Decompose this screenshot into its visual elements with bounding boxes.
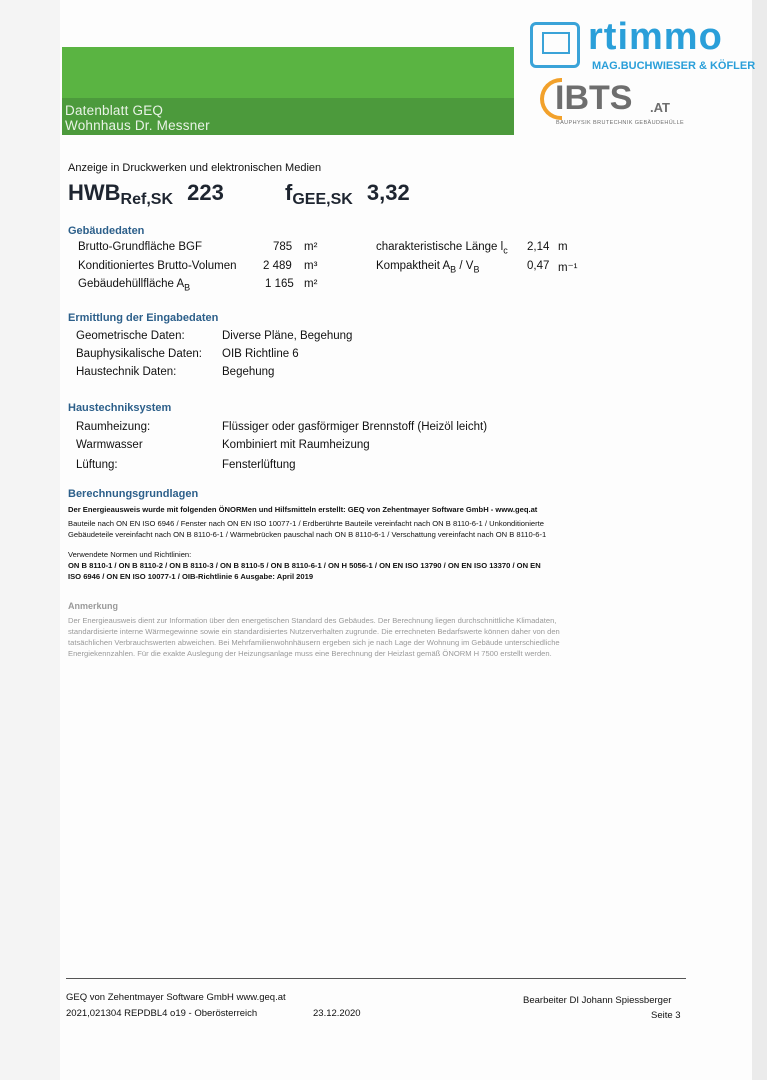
bgf-value: 785 xyxy=(273,241,293,253)
compactness-label: Kompaktheit $A_B / V_B$ xyxy=(376,260,480,275)
haust-label: Haustechnik Daten: xyxy=(76,366,177,378)
hwb-label: HWB xyxy=(68,180,121,205)
hwb-indicator xyxy=(68,180,224,209)
volume-value: 2 489 xyxy=(263,260,292,272)
section-title-eingabedaten: Ermittlung der Eingabedaten xyxy=(68,312,219,324)
volume-unit: m³ xyxy=(304,260,318,272)
display-intro: Anzeige in Druckwerken und elektronischen Medien xyxy=(68,162,322,174)
compactness-value: 0,47 xyxy=(527,260,550,272)
volume-label: Konditioniertes Brutto-Volumen xyxy=(78,260,237,272)
normen-title: Verwendete Normen und Richtlinien: xyxy=(68,550,192,559)
heating-label: Raumheizung: xyxy=(76,421,151,433)
compactness-unit: m⁻¹ xyxy=(558,262,578,274)
ibts-logo-text: IBTS xyxy=(555,79,633,117)
geom-label: Geometrische Daten: xyxy=(76,330,185,342)
ibts-logo-tld: .AT xyxy=(650,100,670,115)
fgee-indicator xyxy=(285,180,410,209)
bgf-unit: m² xyxy=(304,241,318,253)
fgee-value: 3,32 xyxy=(366,180,410,205)
normen-line2: ISO 6946 / ON EN ISO 10077-1 / OIB-Richtlinie 6 Ausgabe: April 2019 xyxy=(68,572,314,581)
berechnung-line3: Gebäudeteile vereinfacht nach ON B 8110-6-1 / Wärmebrücken pauschal nach ON B 8110-6-1 / Verschattung vereinfacht nach ON B 8110-6-1 xyxy=(68,530,547,539)
scan-right-margin xyxy=(752,0,767,1080)
rt-logo-icon xyxy=(530,22,580,68)
footer-date: 23.12.2020 xyxy=(313,1008,361,1019)
bgf-label: Brutto-Grundfläche BGF xyxy=(78,241,202,253)
hwb-value: 223 xyxy=(187,180,224,205)
section-title-gebaeudedaten: Gebäudedaten xyxy=(68,225,145,237)
bauph-value: OIB Richtline 6 xyxy=(222,348,299,360)
header-subtitle: Wohnhaus Dr. Messner xyxy=(65,118,210,133)
hotwater-value: Kombiniert mit Raumheizung xyxy=(222,439,370,451)
anmerkung-title: Anmerkung xyxy=(68,601,119,611)
footer-version: 2021,021304 REPDBL4 o19 - Oberösterreich xyxy=(66,1008,258,1019)
footer-divider xyxy=(66,978,686,979)
ventilation-label: Lüftung: xyxy=(76,459,118,471)
normen-line1: ON B 8110-1 / ON B 8110-2 / ON B 8110-3 / ON B 8110-5 / ON B 8110-6-1 / ON H 5056-1 / ON EN ISO 13790 / ON EN ISO 13370 / ON EN xyxy=(68,561,541,570)
scan-left-margin xyxy=(0,0,60,1080)
envelope-label: Gebäudehüllfläche $A_B$ xyxy=(78,278,191,293)
hotwater-label: Warmwasser xyxy=(76,439,143,451)
anmerkung-line1: Der Energieausweis dient zur Information über den energetischen Standard des Gebäudes. Der Berechnung liegen durchschnittliche Klimadaten, xyxy=(68,616,557,625)
char-length-value: 2,14 xyxy=(527,241,550,253)
envelope-value: 1 165 xyxy=(265,278,294,290)
anmerkung-line4: Energiekennzahlen. Für die exakte Auslegung der Heizungsanlage muss eine Berechnung der Heizlast gemäß ÖNORM H 7500 erstellt werden. xyxy=(68,649,552,658)
ventilation-value: Fensterlüftung xyxy=(222,459,296,471)
section-title-berechnung: Berechnungsgrundlagen xyxy=(68,488,199,500)
geom-value: Diverse Pläne, Begehung xyxy=(222,330,353,342)
envelope-unit: m² xyxy=(304,278,318,290)
haust-value: Begehung xyxy=(222,366,275,378)
footer-page-number: Seite 3 xyxy=(651,1010,681,1021)
footer-software: GEQ von Zehentmayer Software GmbH www.geq.at xyxy=(66,992,286,1003)
anmerkung-line3: tatsächlichen Verbrauchswerten abweichen. Bei Mehrfamilienwohnhäusern ergeben sich je nach Lage der Wohnung im Gebäude unterschiedliche xyxy=(68,638,560,647)
rtimmo-logo-text: rtimmo xyxy=(588,16,723,58)
rtimmo-logo-subtitle: MAG.BUCHWIESER & KÖFLER xyxy=(592,60,756,72)
header-title: Datenblatt GEQ xyxy=(65,103,164,118)
footer-bearbeiter: Bearbeiter DI Johann Spiessberger xyxy=(523,995,672,1006)
anmerkung-line2: standardisierte interne Wärmegewinne sowie ein standardisiertes Nutzerverhalten zugrunde. Die errechneten Bedarfswerte können daher von den xyxy=(68,627,560,636)
berechnung-software: Der Energieausweis wurde mit folgenden ÖNORMen und Hilfsmitteln erstellt: GEQ von Zehentmayer Software GmbH - www.geq.at xyxy=(68,505,538,514)
fgee-sub: GEE,SK xyxy=(292,191,353,208)
section-title-haustechnik: Haustechniksystem xyxy=(68,402,172,414)
berechnung-line2: Bauteile nach ON EN ISO 6946 / Fenster nach ON EN ISO 10077-1 / Erdberührte Bauteile vereinfacht nach ON B 8110-6-1 / Unkonditionierte xyxy=(68,519,544,528)
ibts-logo-tagline: BAUPHYSIK BRUTECHNIK GEBÄUDEHÜLLE xyxy=(556,120,685,126)
bauph-label: Bauphysikalische Daten: xyxy=(76,348,202,360)
hwb-sub: Ref,SK xyxy=(120,191,173,208)
char-length-unit: m xyxy=(558,241,568,253)
fgee-label: f xyxy=(285,180,293,205)
char-length-label: charakteristische Länge $l_c$ xyxy=(376,241,508,256)
heating-value: Flüssiger oder gasförmiger Brennstoff (Heizöl leicht) xyxy=(222,421,488,433)
